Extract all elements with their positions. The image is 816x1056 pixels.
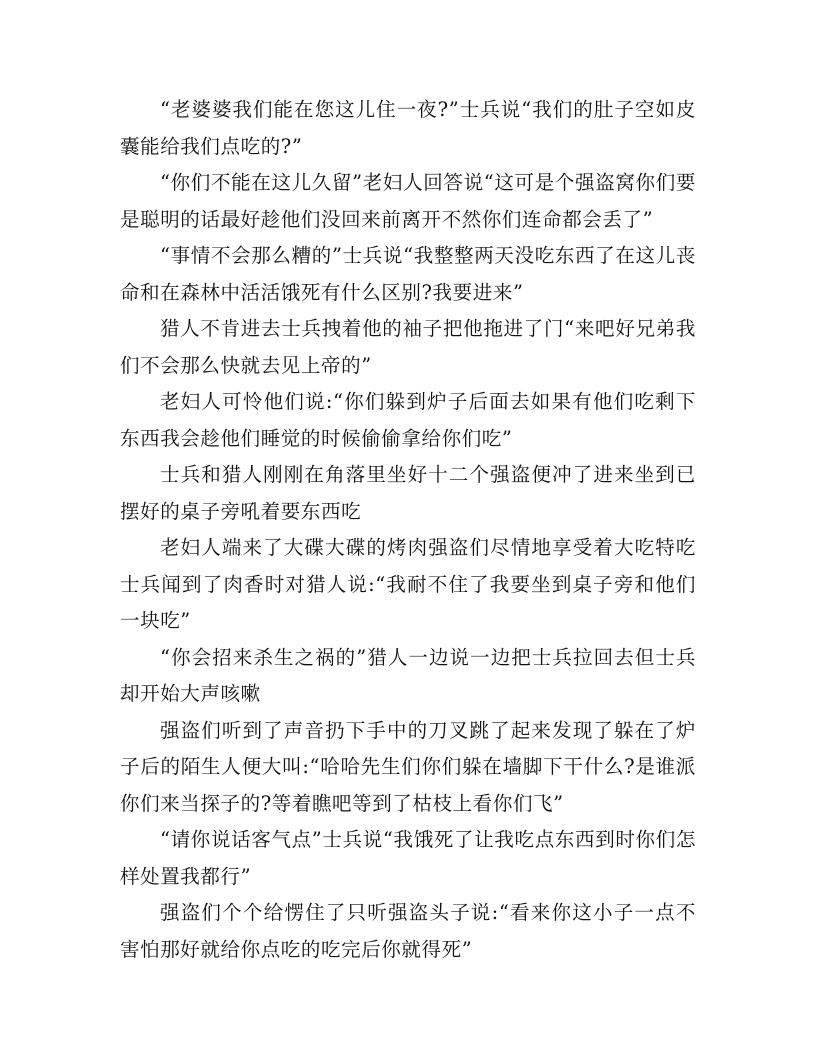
paragraph: “你会招来杀生之祸的”猎人一边说一边把士兵拉回去但士兵却开始大声咳嗽 — [120, 645, 696, 705]
story-text — [120, 92, 696, 968]
paragraph: “老婆婆我们能在您这儿住一夜?”士兵说“我们的肚子空如皮囊能给我们点吃的?” — [120, 98, 696, 158]
paragraph: 士兵和猎人刚刚在角落里坐好十二个强盗便冲了进来坐到已摆好的桌子旁吼着要东西吃 — [120, 463, 696, 523]
paragraph: 老妇人端来了大碟大碟的烤肉强盗们尽情地享受着大吃特吃士兵闻到了肉香时对猎人说:“我耐不住了我要坐到桌子旁和他们一块吃” — [120, 536, 696, 632]
paragraph: 强盗们听到了声音扔下手中的刀叉跳了起来发现了躲在了炉子后的陌生人便大叫:“哈哈先生们你们躲在墙脚下干什么?是谁派你们来当探子的?等着瞧吧等到了枯枝上看你们飞” — [120, 718, 696, 815]
paragraph: 老妇人可怜他们说:“你们躲到炉子后面去如果有他们吃剩下东西我会趁他们睡觉的时候偷偷拿给你们吃” — [120, 390, 696, 450]
paragraph: 强盗们个个给愣住了只听强盗头子说:“看来你这小子一点不害怕那好就给你点吃的吃完后你就得死” — [120, 901, 696, 961]
paragraph: “请你说话客气点”士兵说“我饿死了让我吃点东西到时你们怎样处置我都行” — [120, 828, 696, 888]
paragraph: 猎人不肯进去士兵拽着他的袖子把他拖进了门“来吧好兄弟我们不会那么快就去见上帝的” — [120, 317, 696, 377]
paragraph: “你们不能在这儿久留”老妇人回答说“这可是个强盗窝你们要是聪明的话最好趁他们没回来前离开不然你们连命都会丢了” — [120, 171, 696, 231]
paragraph: “事情不会那么糟的”士兵说“我整整两天没吃东西了在这儿丧命和在森林中活活饿死有什么区别?我要进来” — [120, 244, 696, 304]
